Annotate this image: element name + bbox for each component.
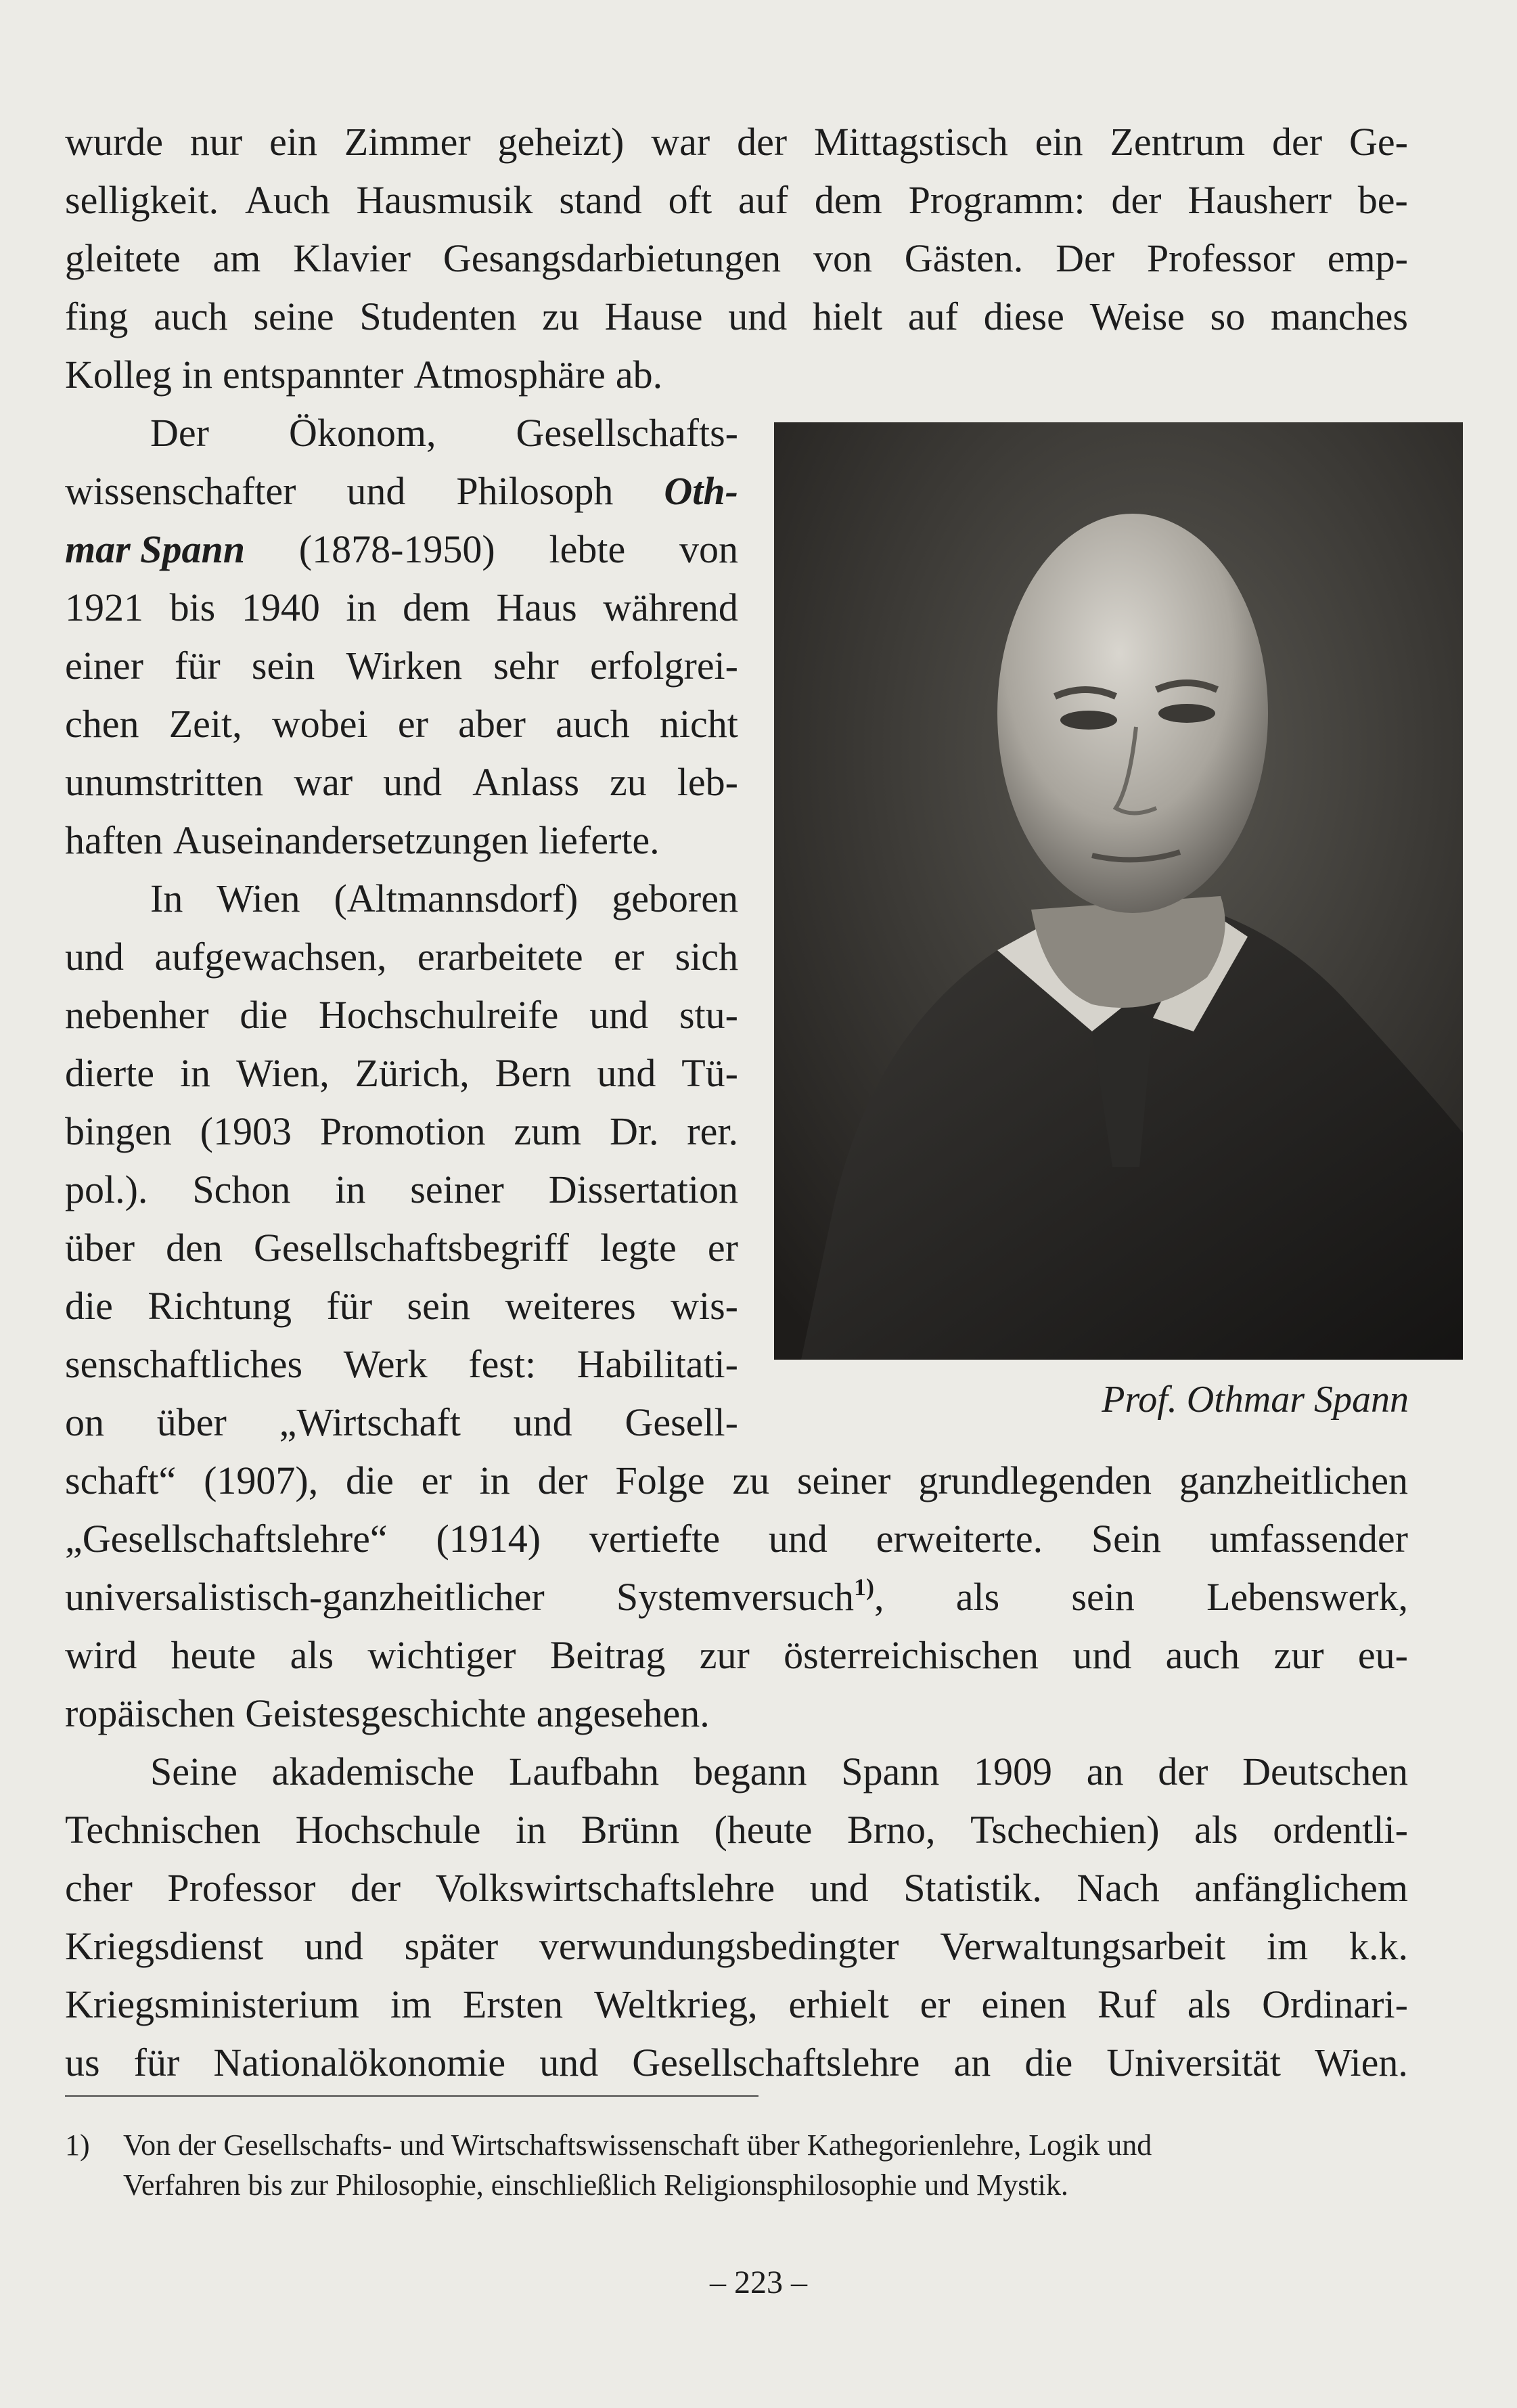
text-line: gleitete am Klavier Gesangsdarbietungen von Gästen. Der Professor emp- [65, 236, 1408, 280]
text-line: Kriegsdienst und später verwundungsbedingter Verwaltungsarbeit im k.k. [65, 1924, 1408, 1968]
text-line: die Richtung für sein weiteres wis- [65, 1284, 738, 1328]
text-line: fing auch seine Studenten zu Hause und hielt auf diese Weise so manches [65, 294, 1408, 338]
footnote-reference[interactable]: 1) [854, 1574, 875, 1601]
text-line: haften Auseinandersetzungen lieferte. [65, 818, 660, 862]
text-line: „Gesellschaftslehre“ (1914) vertiefte und erweiterte. Sein umfassender [65, 1517, 1408, 1561]
text-line: wurde nur ein Zimmer geheizt) war der Mittagstisch ein Zentrum der Ge- [65, 120, 1408, 164]
text-line: unumstritten war und Anlass zu leb- [65, 760, 738, 804]
text-line: In Wien (Altmannsdorf) geboren [150, 876, 738, 920]
text-line: ropäischen Geistesgeschichte angesehen. [65, 1691, 710, 1735]
text-line: Technischen Hochschule in Brünn (heute Brno, Tschechien) als ordentli- [65, 1808, 1408, 1852]
page-number: – 223 – [710, 2265, 807, 2300]
text-line: selligkeit. Auch Hausmusik stand oft auf dem Programm: der Hausherr be- [65, 178, 1408, 222]
text-line: über den Gesellschaftsbegriff legte er [65, 1226, 738, 1270]
photo-caption: Prof. Othmar Spann [1102, 1379, 1409, 1421]
text-line: chen Zeit, wobei er aber auch nicht [65, 702, 738, 746]
text-line: universalistisch-ganzheitlicher Systemversuch$^{1)}$, als sein Lebenswerk, [65, 1574, 1408, 1619]
footnote-line-2: Verfahren bis zur Philosophie, einschließlich Religionsphilosophie und Mystik. [123, 2168, 1068, 2202]
portrait-photo [774, 422, 1463, 1360]
footnote-number: 1) [65, 2128, 90, 2162]
text-line: pol.). Schon in seiner Dissertation [65, 1167, 738, 1211]
author-name: mar Spann [65, 527, 245, 571]
author-name: Oth- [664, 469, 738, 513]
text-line: schaft“ (1907), die er in der Folge zu seiner grundlegenden ganzheitlichen [65, 1458, 1408, 1502]
text-line: nebenher die Hochschulreife und stu- [65, 993, 738, 1037]
text-line: Kriegsministerium im Ersten Weltkrieg, erhielt er einen Ruf als Ordinari- [65, 1982, 1408, 2026]
footnote-line-1: 1) Von der Gesellschafts- und Wirtschaftswissenschaft über Kathegorienlehre, Logik und [65, 2126, 1152, 2165]
text-line: us für Nationalökonomie und Gesellschaftslehre an die Universität Wien. [65, 2041, 1408, 2084]
text-line: senschaftliches Werk fest: Habilitati- [65, 1342, 738, 1386]
text-line: 1921 bis 1940 in dem Haus während [65, 585, 738, 629]
text-line: bingen (1903 Promotion zum Dr. rer. [65, 1109, 738, 1153]
text-line: Der Ökonom, Gesellschafts- [150, 411, 738, 455]
text-line: wissenschafter und Philosoph Oth- [65, 463, 738, 520]
text-line: on über „Wirtschaft und Gesell- [65, 1400, 738, 1444]
text-line: einer für sein Wirken sehr erfolgrei- [65, 644, 738, 688]
text-line: wird heute als wichtiger Beitrag zur österreichischen und auch zur eu- [65, 1633, 1408, 1677]
portrait-image [774, 422, 1463, 1360]
text-line: cher Professor der Volkswirtschaftslehre und Statistik. Nach anfänglichem [65, 1866, 1408, 1910]
footnote-divider [65, 2095, 758, 2097]
text-line: Seine akademische Laufbahn begann Spann 1909 an der Deutschen [150, 1749, 1408, 1793]
text-line: Kolleg in entspannter Atmosphäre ab. [65, 353, 663, 397]
text-line: dierte in Wien, Zürich, Bern und Tü- [65, 1051, 738, 1095]
text-line: mar Spann (1878-1950) lebte von [65, 521, 738, 578]
text-line: und aufgewachsen, erarbeitete er sich [65, 935, 738, 979]
